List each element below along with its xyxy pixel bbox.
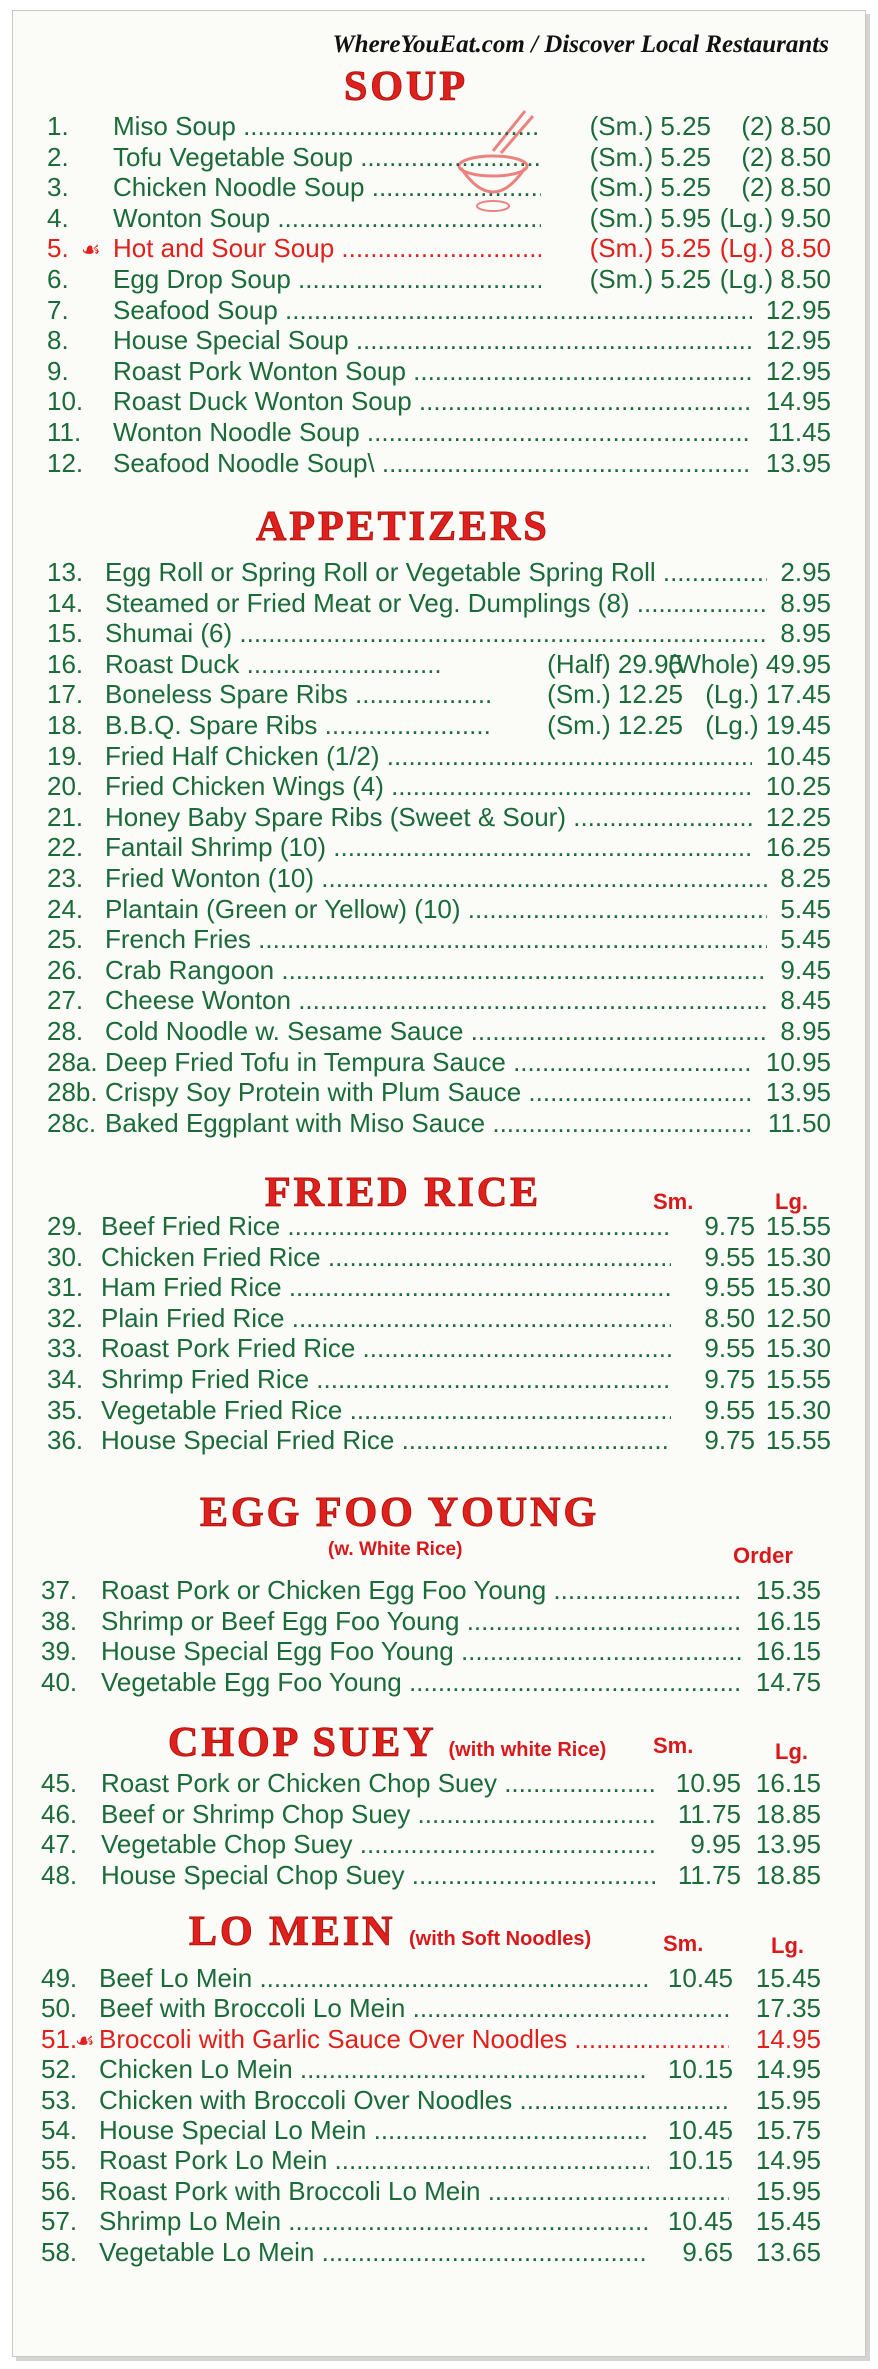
item-price: 8.95 [780, 1016, 831, 1046]
item-number: 18. [47, 710, 84, 740]
item-price-large-size: (2) 8.50 [741, 172, 831, 203]
item-price-small-size: (Sm.) 5.25 [589, 264, 711, 294]
item-number: 30. [47, 1241, 84, 1272]
item-number: 54. [41, 2115, 78, 2145]
item-price-large-size: (Lg.) 8.50 [719, 264, 831, 294]
menu-item-22 [47, 832, 831, 862]
item-price-lg: 15.55 [765, 1425, 831, 1456]
menu-item-30 [47, 1242, 831, 1272]
item-name: Deep Fried Tofu in Tempura Sauce ..... [105, 1047, 752, 1077]
section-title-chop-suey [168, 1719, 606, 1767]
item-number: 38. [41, 1605, 78, 1636]
item-name: Chicken Noodle Soup ..... [113, 172, 541, 202]
item-price-small-size: (Sm.) 5.95 [589, 202, 711, 233]
item-price: 13.95 [765, 1077, 831, 1108]
menu-item-23 [47, 863, 831, 893]
item-price-large-size: (Whole) 49.95 [667, 648, 831, 679]
item-price-large-size: (2) 8.50 [741, 111, 831, 141]
item-price-large-size: (Lg.) 8.50 [719, 233, 831, 264]
item-number: 19. [47, 740, 84, 771]
item-number: 11. [47, 417, 82, 447]
menu-item-28c [47, 1108, 831, 1138]
item-price-lg: 15.30 [765, 1394, 831, 1425]
item-number: 28. [47, 1016, 84, 1046]
menu-item-18 [47, 710, 831, 740]
item-price-lg: 15.95 [755, 2175, 821, 2206]
menu-item-17 [47, 679, 831, 709]
item-name: Plain Fried Rice ..... [101, 1303, 671, 1333]
item-number: 23. [47, 863, 84, 893]
section-title-lo-mein [189, 1908, 591, 1956]
item-name: Tofu Vegetable Soup ..... [113, 142, 541, 172]
item-price-small-size: (Sm.) 12.25 [547, 679, 683, 710]
item-name: Steamed or Fried Meat or Veg. Dumplings (8) ..... [105, 588, 767, 618]
chop-suey-col-sm: Sm. [653, 1733, 694, 1758]
menu-item-57 [41, 2206, 821, 2236]
menu-item-4 [47, 203, 831, 233]
item-number: 7. [47, 294, 69, 325]
menu-item-8 [47, 325, 831, 355]
item-number: 52. [41, 2054, 78, 2085]
item-name: Fantail Shrimp (10) ..... [105, 832, 752, 862]
item-price-sm: 10.45 [667, 1963, 733, 1993]
item-price: 16.15 [755, 1605, 821, 1636]
item-name: Hot and Sour Soup ..... [113, 233, 541, 263]
menu-item-12 [47, 448, 831, 478]
item-price-lg: 18.85 [755, 1859, 821, 1890]
item-name: Shrimp or Beef Egg Foo Young ..... [101, 1606, 742, 1636]
item-name: Wonton Noodle Soup ..... [113, 417, 752, 447]
item-number: 34. [47, 1364, 84, 1394]
item-price: 12.95 [765, 355, 831, 386]
menu-item-13 [47, 557, 831, 587]
item-number: 48. [41, 1859, 78, 1890]
item-number: 53. [41, 2084, 78, 2115]
item-name: Roast Pork with Broccoli Lo Mein ..... [99, 2176, 729, 2206]
menu-item-24 [47, 894, 831, 924]
item-number: 28a. [47, 1046, 98, 1077]
item-number: 8. [47, 325, 69, 356]
item-number: 57. [41, 2206, 78, 2237]
item-name: Roast Duck ..... [105, 649, 441, 679]
item-number: 50. [41, 1993, 78, 2024]
item-price-sm: 9.75 [704, 1364, 755, 1394]
item-number: 2. [47, 141, 69, 172]
item-price-lg: 13.65 [755, 2236, 821, 2267]
chop-suey-title-text: CHOP SUEY [168, 1720, 435, 1766]
item-number: 58. [41, 2236, 78, 2267]
item-price: 15.35 [755, 1575, 821, 1605]
item-number: 25. [47, 924, 84, 955]
item-name: Egg Roll or Spring Roll or Vegetable Spring Roll ..... [105, 557, 767, 587]
item-name: Wonton Soup ..... [113, 203, 541, 233]
item-name: Crispy Soy Protein with Plum Sauce ..... [105, 1077, 752, 1107]
section-title-soup: SOUP [344, 64, 469, 110]
item-number: 10. [47, 386, 84, 417]
item-number: 26. [47, 954, 84, 985]
item-name: Cold Noodle w. Sesame Sauce ..... [105, 1016, 767, 1046]
item-number: 47. [41, 1829, 78, 1860]
item-price-sm: 10.95 [675, 1768, 741, 1798]
item-price-large-size: (Lg.) 9.50 [719, 202, 831, 233]
item-number: 29. [47, 1211, 84, 1241]
item-number: 37. [41, 1575, 78, 1605]
item-price-lg: 15.30 [765, 1333, 831, 1364]
item-price: 16.15 [755, 1636, 821, 1667]
item-price: 16.25 [765, 832, 831, 863]
item-name: Chicken with Broccoli Over Noodles ..... [99, 2085, 729, 2115]
item-price: 2.95 [780, 557, 831, 587]
menu-item-48 [41, 1860, 821, 1890]
item-number: 12. [47, 447, 84, 478]
item-number: 15. [47, 618, 84, 649]
item-number: 22. [47, 832, 84, 863]
item-name: House Special Egg Foo Young ..... [101, 1636, 742, 1666]
item-price-lg: 12.50 [765, 1302, 831, 1333]
item-price-sm: 9.55 [704, 1272, 755, 1303]
item-price-sm: 10.15 [667, 2054, 733, 2085]
item-number: 33. [47, 1333, 84, 1364]
menu-item-45 [41, 1768, 821, 1798]
item-name: Vegetable Lo Mein ..... [99, 2237, 649, 2267]
item-number: 49. [41, 1963, 78, 1993]
item-price-sm: 8.50 [704, 1302, 755, 1333]
item-number: 24. [47, 893, 84, 924]
item-price: 14.95 [765, 386, 831, 417]
item-price: 13.95 [765, 447, 831, 478]
item-price: 10.45 [765, 740, 831, 771]
lo-mein-col-sm: Sm. [663, 1931, 704, 1956]
item-price-small-size: (Sm.) 5.25 [589, 111, 711, 141]
item-price-lg: 16.15 [755, 1768, 821, 1798]
lo-mein-col-lg: Lg. [771, 1933, 804, 1958]
menu-item-36 [47, 1425, 831, 1455]
item-price-sm: 11.75 [677, 1859, 741, 1890]
menu-item-33 [47, 1333, 831, 1363]
item-name: Roast Pork Lo Mein ..... [99, 2145, 649, 2175]
item-name: House Special Soup ..... [113, 325, 752, 355]
item-price-sm: 9.75 [704, 1211, 755, 1241]
egg-foo-young-note: (w. White Rice) [328, 1539, 463, 1560]
menu-item-38 [41, 1606, 821, 1636]
item-number: 39. [41, 1636, 78, 1667]
chop-suey-note: (with white Rice) [448, 1739, 607, 1761]
item-name: Broccoli with Garlic Sauce Over Noodles ..... [99, 2024, 729, 2054]
item-price-sm: 10.15 [667, 2145, 733, 2176]
item-price: 5.45 [780, 924, 831, 955]
menu-item-56 [41, 2176, 821, 2206]
menu-item-54 [41, 2115, 821, 2145]
item-number: 32. [47, 1302, 84, 1333]
item-number: 31. [47, 1272, 84, 1303]
item-name: Boneless Spare Ribs ..... [105, 679, 491, 709]
item-number: 46. [41, 1798, 78, 1829]
item-price-lg: 15.30 [765, 1241, 831, 1272]
menu-item-25 [47, 924, 831, 954]
item-price: 8.25 [780, 863, 831, 893]
menu-item-28 [47, 1016, 831, 1046]
item-number: 5. [47, 233, 69, 264]
item-price-small-size: (Half) 29.95 [547, 648, 683, 679]
item-number: 28c. [47, 1107, 97, 1138]
item-name: Beef Lo Mein ..... [99, 1963, 649, 1993]
item-price-lg: 15.55 [765, 1364, 831, 1394]
menu-item-34 [47, 1364, 831, 1394]
item-price: 11.50 [767, 1107, 831, 1138]
item-name: Egg Drop Soup ..... [113, 264, 541, 294]
item-price: 10.25 [765, 771, 831, 802]
item-price-small-size: (Sm.) 5.25 [589, 141, 711, 172]
item-name: House Special Fried Rice ..... [101, 1425, 671, 1455]
item-name: Vegetable Chop Suey ..... [101, 1829, 657, 1859]
item-number: 40. [41, 1666, 78, 1697]
item-name: Beef or Shrimp Chop Suey ..... [101, 1799, 657, 1829]
item-price-lg: 17.35 [755, 1993, 821, 2024]
fried-rice-col-sm: Sm. [653, 1189, 694, 1214]
item-name: House Special Lo Mein ..... [99, 2115, 649, 2145]
item-name: Vegetable Fried Rice ..... [101, 1395, 671, 1425]
menu-item-35 [47, 1395, 831, 1425]
item-name: Fried Wonton (10) ..... [105, 863, 767, 893]
item-number: 9. [47, 355, 69, 386]
item-number: 17. [47, 679, 84, 710]
item-name: Baked Eggplant with Miso Sauce ..... [105, 1108, 752, 1138]
item-price-lg: 15.30 [765, 1272, 831, 1303]
item-name: Cheese Wonton ..... [105, 985, 767, 1015]
fried-rice-col-lg: Lg. [775, 1189, 808, 1214]
item-number: 20. [47, 771, 84, 802]
chili-pepper-icon: ☙ [75, 2027, 95, 2053]
item-price-small-size: (Sm.) 5.25 [589, 172, 711, 203]
item-number: 56. [41, 2175, 78, 2206]
menu-item-55 [41, 2145, 821, 2175]
item-name: Shumai (6) ..... [105, 618, 767, 648]
menu-item-39 [41, 1636, 821, 1666]
section-title-egg-foo-young: EGG FOO YOUNG [200, 1490, 600, 1536]
item-name: Chicken Fried Rice ..... [101, 1242, 671, 1272]
section-title-fried-rice: FRIED RICE [265, 1170, 542, 1216]
menu-item-3 [47, 172, 831, 202]
item-name: Roast Duck Wonton Soup ..... [113, 386, 752, 416]
menu-item-16 [47, 649, 831, 679]
item-name: Roast Pork or Chicken Chop Suey ..... [101, 1768, 657, 1798]
item-price-large-size: (Lg.) 19.45 [705, 710, 831, 740]
item-name: Seafood Soup ..... [113, 295, 752, 325]
item-name: Beef Fried Rice ..... [101, 1211, 671, 1241]
menu-item-52 [41, 2054, 821, 2084]
item-price-lg: 15.55 [765, 1211, 831, 1241]
menu-item-49 [41, 1963, 821, 1993]
item-price-sm: 9.75 [704, 1425, 755, 1456]
section-title-appetizers: APPETIZERS [256, 504, 550, 550]
item-price-sm: 11.75 [677, 1798, 741, 1829]
menu-item-15 [47, 618, 831, 648]
menu-item-32 [47, 1303, 831, 1333]
lo-mein-note: (with Soft Noodles) [409, 1928, 592, 1950]
item-price: 5.45 [780, 893, 831, 924]
item-number: 4. [47, 202, 69, 233]
item-price-lg: 15.95 [755, 2084, 821, 2115]
menu-item-28b [47, 1077, 831, 1107]
menu-item-19 [47, 741, 831, 771]
menu-item-27 [47, 985, 831, 1015]
item-name: Chicken Lo Mein ..... [99, 2054, 649, 2084]
item-number: 45. [41, 1768, 78, 1798]
menu-item-29 [47, 1211, 831, 1241]
menu-item-1 [47, 111, 831, 141]
item-name: Plantain (Green or Yellow) (10) ..... [105, 894, 767, 924]
item-price: 11.45 [767, 417, 831, 447]
menu-item-6 [47, 264, 831, 294]
menu-item-9 [47, 356, 831, 386]
menu-item-31 [47, 1272, 831, 1302]
item-price-sm: 9.55 [704, 1241, 755, 1272]
item-name: Beef with Broccoli Lo Mein ..... [99, 1993, 729, 2023]
item-price-large-size: (2) 8.50 [741, 141, 831, 172]
item-name: Miso Soup ..... [113, 111, 541, 141]
item-name: Seafood Noodle Soup\ ..... [113, 448, 752, 478]
item-name: Ham Fried Rice ..... [101, 1272, 671, 1302]
menu-item-5 [47, 233, 831, 263]
item-price-lg: 15.45 [755, 2206, 821, 2237]
item-price-large-size: (Lg.) 17.45 [705, 679, 831, 710]
item-price-lg: 14.95 [755, 2054, 821, 2085]
menu-item-58 [41, 2237, 821, 2267]
menu-item-21 [47, 802, 831, 832]
item-name: Crab Rangoon ..... [105, 955, 767, 985]
item-name: Roast Pork Wonton Soup ..... [113, 356, 752, 386]
egg-foo-young-col-order: Order [733, 1543, 793, 1568]
item-price-sm: 9.55 [704, 1394, 755, 1425]
item-number: 51. [41, 2023, 78, 2054]
item-price: 8.45 [780, 985, 831, 1016]
site-watermark: WhereYouEat.com / Discover Local Restaurants [332, 31, 829, 58]
menu-item-46 [41, 1799, 821, 1829]
menu-item-51 [41, 2024, 821, 2054]
item-number: 3. [47, 172, 69, 203]
menu-item-50 [41, 1993, 821, 2023]
item-number: 1. [47, 111, 69, 141]
item-price-sm: 9.65 [682, 2236, 733, 2267]
item-number: 13. [47, 557, 84, 587]
chop-suey-col-lg: Lg. [775, 1739, 808, 1764]
item-price: 9.45 [780, 954, 831, 985]
item-number: 21. [47, 801, 84, 832]
item-name: Fried Half Chicken (1/2) ..... [105, 741, 752, 771]
menu-item-37 [41, 1575, 821, 1605]
item-name: French Fries ..... [105, 924, 767, 954]
item-number: 6. [47, 264, 69, 294]
item-price: 10.95 [765, 1046, 831, 1077]
item-price-lg: 14.95 [755, 2145, 821, 2176]
item-number: 16. [47, 648, 84, 679]
item-price-sm: 10.45 [667, 2115, 733, 2145]
item-name: Fried Chicken Wings (4) ..... [105, 771, 752, 801]
menu-item-10 [47, 386, 831, 416]
item-number: 55. [41, 2145, 78, 2176]
menu-item-7 [47, 295, 831, 325]
menu-item-28a [47, 1047, 831, 1077]
item-name: Roast Pork Fried Rice ..... [101, 1333, 671, 1363]
item-price: 8.95 [780, 618, 831, 649]
chili-pepper-icon: ☙ [81, 237, 101, 263]
item-price: 12.25 [765, 801, 831, 832]
item-price: 8.95 [780, 587, 831, 618]
menu-item-47 [41, 1829, 821, 1859]
item-price-sm: 10.45 [667, 2206, 733, 2237]
item-number: 14. [47, 587, 84, 618]
item-price-lg: 15.75 [755, 2115, 821, 2145]
menu-item-53 [41, 2085, 821, 2115]
item-price-small-size: (Sm.) 5.25 [589, 233, 711, 264]
item-name: Honey Baby Spare Ribs (Sweet & Sour) ..... [105, 802, 752, 832]
item-name: Vegetable Egg Foo Young ..... [101, 1667, 742, 1697]
item-price-sm: 9.95 [690, 1829, 741, 1860]
item-name: Roast Pork or Chicken Egg Foo Young ..... [101, 1575, 742, 1605]
item-price-lg: 18.85 [755, 1798, 821, 1829]
item-price-lg: 15.45 [755, 1963, 821, 1993]
item-price: 12.95 [765, 294, 831, 325]
item-number: 27. [47, 985, 84, 1016]
item-name: Shrimp Fried Rice ..... [101, 1364, 671, 1394]
item-number: 35. [47, 1394, 84, 1425]
item-number: 28b. [47, 1077, 98, 1108]
item-name: Shrimp Lo Mein ..... [99, 2206, 649, 2236]
item-number: 36. [47, 1425, 84, 1456]
menu-page [12, 10, 866, 2357]
item-price: 14.75 [755, 1666, 821, 1697]
menu-item-40 [41, 1667, 821, 1697]
menu-item-14 [47, 588, 831, 618]
menu-item-26 [47, 955, 831, 985]
item-price-sm: 9.55 [704, 1333, 755, 1364]
menu-item-11 [47, 417, 831, 447]
item-name: House Special Chop Suey ..... [101, 1860, 657, 1890]
menu-item-2 [47, 142, 831, 172]
menu-item-20 [47, 771, 831, 801]
item-price-small-size: (Sm.) 12.25 [547, 710, 683, 740]
item-price-lg: 13.95 [755, 1829, 821, 1860]
lo-mein-title-text: LO MEIN [189, 1909, 396, 1955]
item-name: B.B.Q. Spare Ribs ..... [105, 710, 491, 740]
item-price-lg: 14.95 [755, 2023, 821, 2054]
item-price: 12.95 [765, 325, 831, 356]
